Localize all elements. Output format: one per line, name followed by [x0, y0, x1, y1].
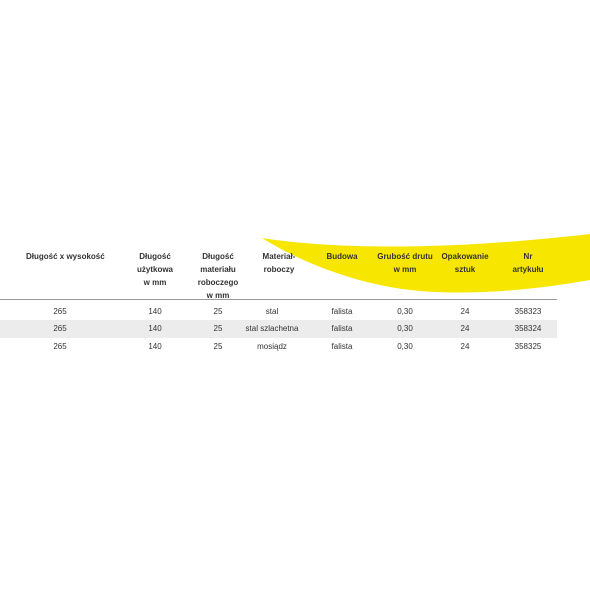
column-header	[137, 250, 173, 289]
column-header-line: Materiał-	[262, 252, 296, 261]
column-header-line: artykułu	[512, 265, 544, 274]
table-cell: mosiądz	[257, 342, 287, 351]
column-header-line: Nr	[523, 252, 533, 261]
table-cell: 0,30	[397, 324, 413, 333]
column-header-line: Budowa	[326, 252, 358, 261]
table-cell: falista	[331, 324, 353, 333]
column-header-line: Długość x wysokość	[26, 252, 105, 261]
table-cell: 358324	[514, 324, 542, 333]
header-divider	[0, 299, 557, 300]
table-cell: falista	[331, 307, 353, 316]
table-cell: 25	[213, 342, 223, 351]
table-cell: 140	[148, 324, 162, 333]
column-header	[26, 250, 105, 263]
column-header-line: Grubość drutu	[377, 252, 433, 261]
table-cell: 140	[148, 307, 162, 316]
table-cell: 265	[53, 342, 67, 351]
column-header-line: w mm	[206, 291, 230, 300]
table-cell: 140	[148, 342, 162, 351]
table-cell: 0,30	[397, 342, 413, 351]
table-cell: 358323	[514, 307, 542, 316]
table-cell: stal szlachetna	[245, 324, 299, 333]
table-cell: 25	[213, 324, 223, 333]
column-header-line: sztuk	[454, 265, 476, 274]
table-cell: falista	[331, 342, 353, 351]
column-header	[512, 250, 543, 276]
column-header-line: Długość	[139, 252, 171, 261]
column-header	[263, 250, 296, 276]
column-header-line: w mm	[393, 265, 417, 274]
column-header	[198, 250, 238, 302]
column-header	[441, 250, 488, 276]
column-header-line: Opakowanie	[441, 252, 489, 261]
table-cell: 265	[53, 324, 67, 333]
column-header-line: roboczego	[197, 278, 239, 287]
table-cell: 0,30	[397, 307, 413, 316]
table-cell: 265	[53, 307, 67, 316]
column-header-line: w mm	[143, 278, 167, 287]
column-header-line: roboczy	[263, 265, 295, 274]
column-header	[377, 250, 433, 276]
table-cell: stal	[265, 307, 279, 316]
column-header-line: Długość	[202, 252, 234, 261]
table-cell: 358325	[514, 342, 542, 351]
table-cell: 24	[460, 342, 470, 351]
table-cell: 24	[460, 307, 470, 316]
table-cell: 24	[460, 324, 470, 333]
column-header-line: użytkowa	[136, 265, 174, 274]
column-header-line: materiału	[200, 265, 236, 274]
table-cell: 25	[213, 307, 223, 316]
column-header	[326, 250, 357, 263]
